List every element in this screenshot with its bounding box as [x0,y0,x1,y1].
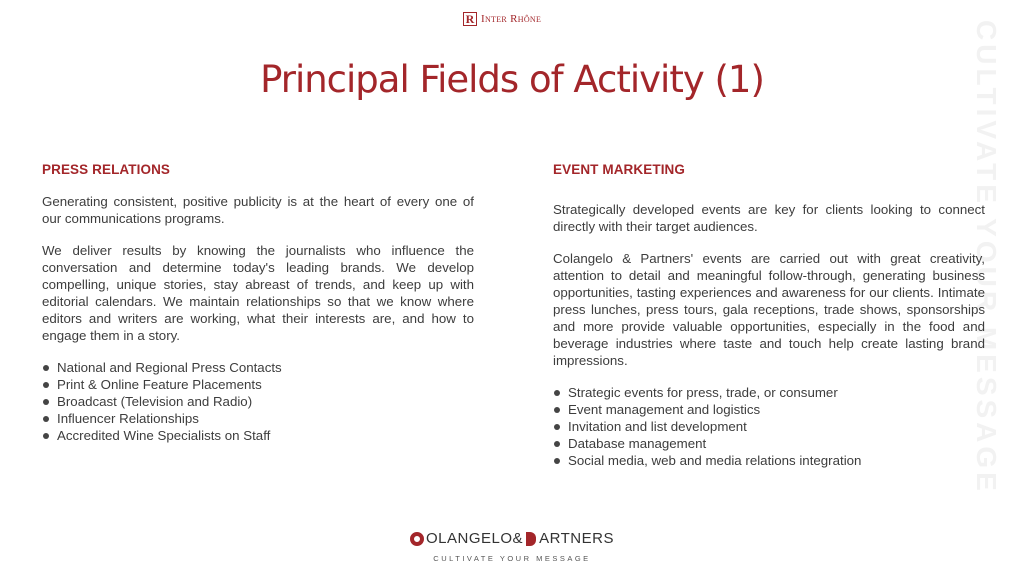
event-marketing-body: Colangelo & Partners' events are carried out with great creativity, attention to detail and meaningful follow-through, generating business opportunities, tasting experiences and awareness for our clients. Intimate press lunches, press tours, gala receptions, trade shows, sponsorships and more provide valuable opportunities, especially in the food and beverage industries where taste and touch help create lasting brand impressions. [553,251,985,368]
footer-tagline: CULTIVATE YOUR MESSAGE [433,553,591,563]
press-relations-body: We deliver results by knowing the journalists who influence the conversation and determine today's leading brands. We develop compelling, unique stories, stay abreast of trends, and keep up with editorial calendars. We maintain relationships so that we know where editors and writers are working, what their interests are, and how to engage them in a story. [42,243,474,343]
press-relations-column [42,162,474,444]
list-item: Broadcast (Television and Radio) [42,393,474,410]
list-item: Accredited Wine Specialists on Staff [42,427,474,444]
list-item: Strategic events for press, trade, or consumer [553,384,985,401]
list-item: Invitation and list development [553,418,985,435]
list-item: Influencer Relationships [42,410,474,427]
p-mark-icon [526,532,536,546]
logo-mark-icon: R [463,12,477,26]
c-mark-icon [410,532,424,546]
page-title: Principal Fields of Activity (1) [260,58,764,101]
event-marketing-intro: Strategically developed events are key for clients looking to connect directly with their target audiences. [553,202,985,234]
list-item: Database management [553,435,985,452]
footer-brand [410,530,614,547]
brand-text-2: ARTNERS [539,530,614,547]
inter-rhone-logo [463,10,541,28]
list-item: Print & Online Feature Placements [42,376,474,393]
press-relations-intro: Generating consistent, positive publicity is at the heart of every one of our communications programs. [42,194,474,226]
event-marketing-list [553,384,985,469]
list-item: Social media, web and media relations integration [553,452,985,469]
colangelo-partners-logo [0,530,1024,563]
brand-text-1: OLANGELO& [426,530,524,547]
side-watermark: CULTIVATE YOUR MESSAGE [971,20,1002,495]
list-item: National and Regional Press Contacts [42,359,474,376]
list-item: Event management and logistics [553,401,985,418]
press-relations-list [42,359,474,444]
event-marketing-heading: EVENT MARKETING [553,162,686,177]
press-relations-heading: PRESS RELATIONS [42,162,171,177]
event-marketing-column [553,162,985,469]
logo-text: Inter Rhône [481,13,542,25]
